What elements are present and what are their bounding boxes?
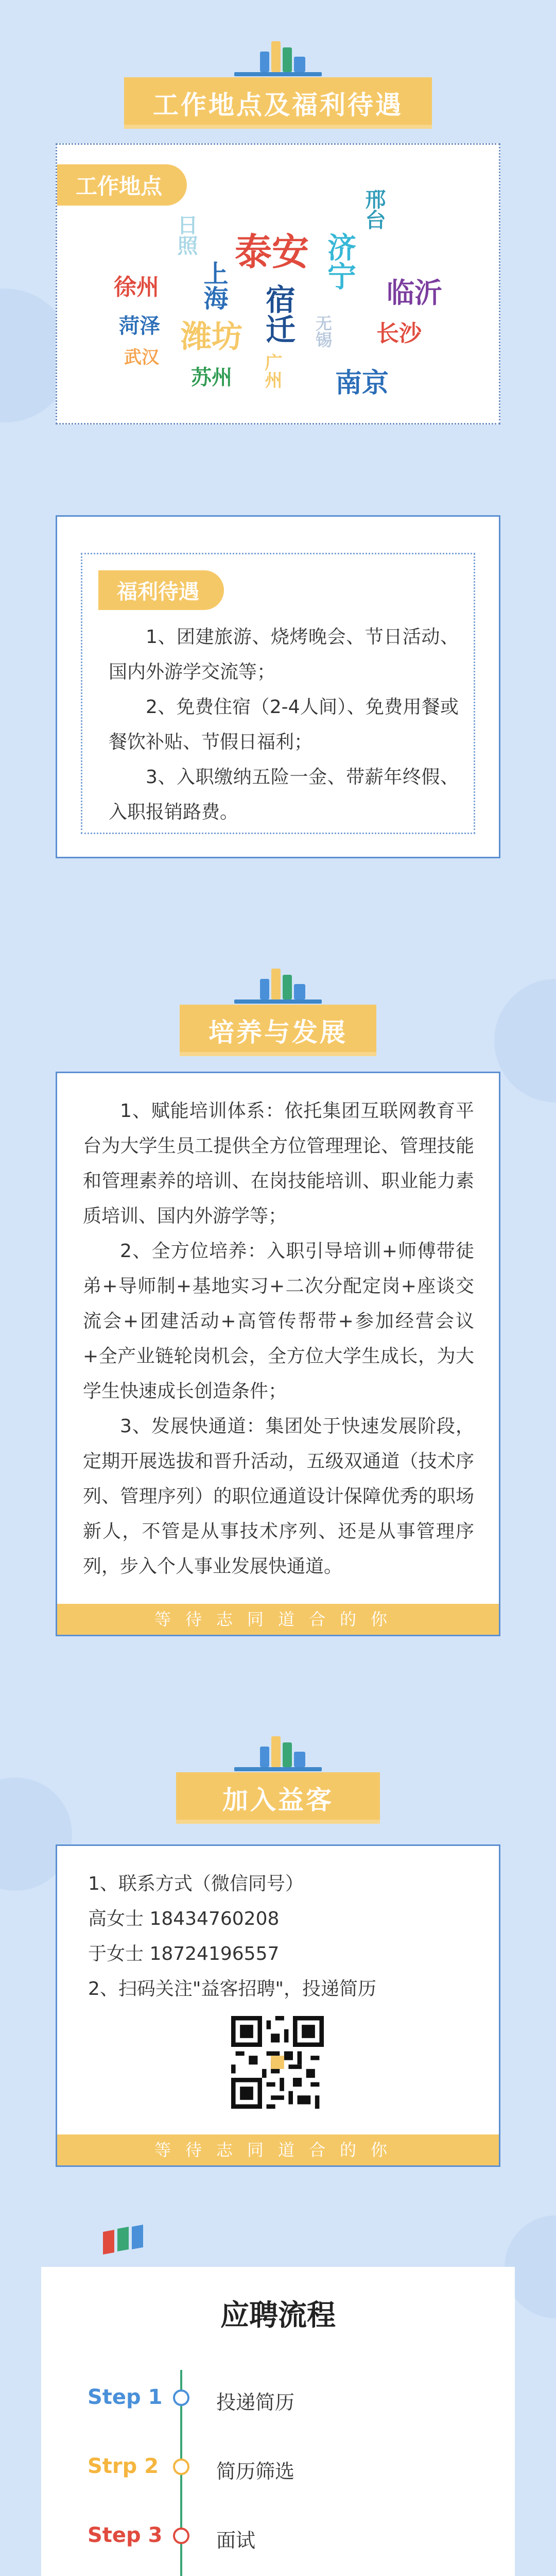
process-steps (41, 2267, 515, 2576)
city-label: 广州 (262, 353, 282, 388)
growth-footer: 等待志同道合的你 (57, 1604, 499, 1635)
section-title: 加入益客 (176, 1772, 380, 1824)
growth-paragraph: 2、全方位培养：入职引导培训+师傅带徒弟+导师制+基地实习+二次分配定岗+座谈交流会+团建活动+高管传帮带+参加经营会议+全产业链轮岗机会，全方位大学生成长，为大学生快速成长创造条件； (83, 1241, 474, 1402)
growth-card (56, 1072, 500, 1636)
city-label: 苏州 (191, 366, 232, 389)
bg-blob (494, 979, 556, 1103)
qr-code (231, 2016, 324, 2109)
flags-icon (103, 2226, 165, 2257)
contact-heading: 1、联系方式（微信同号） (88, 1873, 304, 1894)
city-label: 长沙 (376, 320, 422, 347)
benefit-item: 3、入职缴纳五险一金、带薪年终假、入职报销路费。 (109, 767, 459, 823)
step-dot (173, 2389, 189, 2406)
benefit-item: 1、团建旅游、烧烤晚会、节日活动、国内外游学交流等； (109, 626, 459, 683)
step-text: 简历筛选 (216, 2460, 295, 2483)
workplace-card (56, 143, 500, 425)
city-label: 无锡 (313, 315, 333, 348)
section-title: 培养与发展 (180, 1005, 376, 1056)
process-card (41, 2267, 515, 2576)
section-header-join (176, 1726, 380, 1824)
city-label: 泰安 (235, 230, 309, 274)
city-label: 上海 (199, 261, 228, 310)
join-footer: 等待志同道合的你 (57, 2134, 499, 2165)
contact-lines (88, 1867, 479, 2007)
process-title: 应聘流程 (220, 2299, 336, 2332)
step-dot (173, 2459, 189, 2475)
city-label: 徐州 (114, 274, 159, 300)
growth-paragraph: 1、赋能培训体系：依托集团互联网教育平台为大学生员工提供全方位管理理论、管理技能和管理素养的培训、在岗技能培训、职业能力素质培训、国内外游学等； (83, 1100, 474, 1227)
workplace-tag: 工作地点 (57, 164, 187, 206)
step-text: 面试 (216, 2529, 256, 2552)
books-icon (239, 958, 317, 999)
city-label: 临沂 (387, 277, 442, 309)
city-label: 潍坊 (181, 319, 242, 355)
join-card (56, 1844, 500, 2167)
city-label: 菏泽 (119, 314, 160, 338)
benefits-tag: 福利待遇 (98, 570, 224, 610)
books-icon (239, 31, 317, 72)
city-label: 宿迁 (260, 284, 296, 344)
books-icon (239, 1726, 317, 1767)
section-header-workplace (124, 31, 432, 129)
city-label: 南京 (335, 368, 389, 399)
step-dot (173, 2528, 189, 2544)
section-title: 工作地点及福利待遇 (124, 77, 432, 129)
step-text: 投递简历 (216, 2391, 295, 2414)
city-label: 邢台 (362, 189, 386, 230)
city-label: 武汉 (124, 347, 159, 368)
growth-text (83, 1094, 474, 1584)
city-label: 日照 (174, 214, 198, 256)
scan-instruction: 2、扫码关注"益客招聘"，投递简历 (88, 1978, 377, 1999)
contact-phone-gao: 高女士 18434760208 (88, 1908, 280, 1929)
step-label: Strp 2 (88, 2454, 159, 2478)
section-header-growth (180, 958, 376, 1056)
qr-code-graphic (231, 2016, 324, 2109)
benefits-card (56, 515, 500, 858)
city-word-cloud (57, 145, 499, 423)
step-label: Step 3 (88, 2523, 163, 2547)
benefit-item: 2、免费住宿（2-4人间）、免费用餐或餐饮补贴、节假日福利； (109, 697, 459, 753)
benefits-list (109, 620, 459, 830)
city-label: 济宁 (323, 232, 356, 290)
growth-paragraph: 3、发展快通道：集团处于快速发展阶段，定期开展选拔和晋升活动，五级双通道（技术序列、管理序列）的职位通道设计保障优秀的职场新人，不管是从事技术序列、还是从事管理序列，步入个人事业发展快通道。 (83, 1416, 474, 1577)
contact-phone-yu: 于女士 18724196557 (88, 1943, 280, 1964)
step-label: Step 1 (88, 2385, 163, 2409)
